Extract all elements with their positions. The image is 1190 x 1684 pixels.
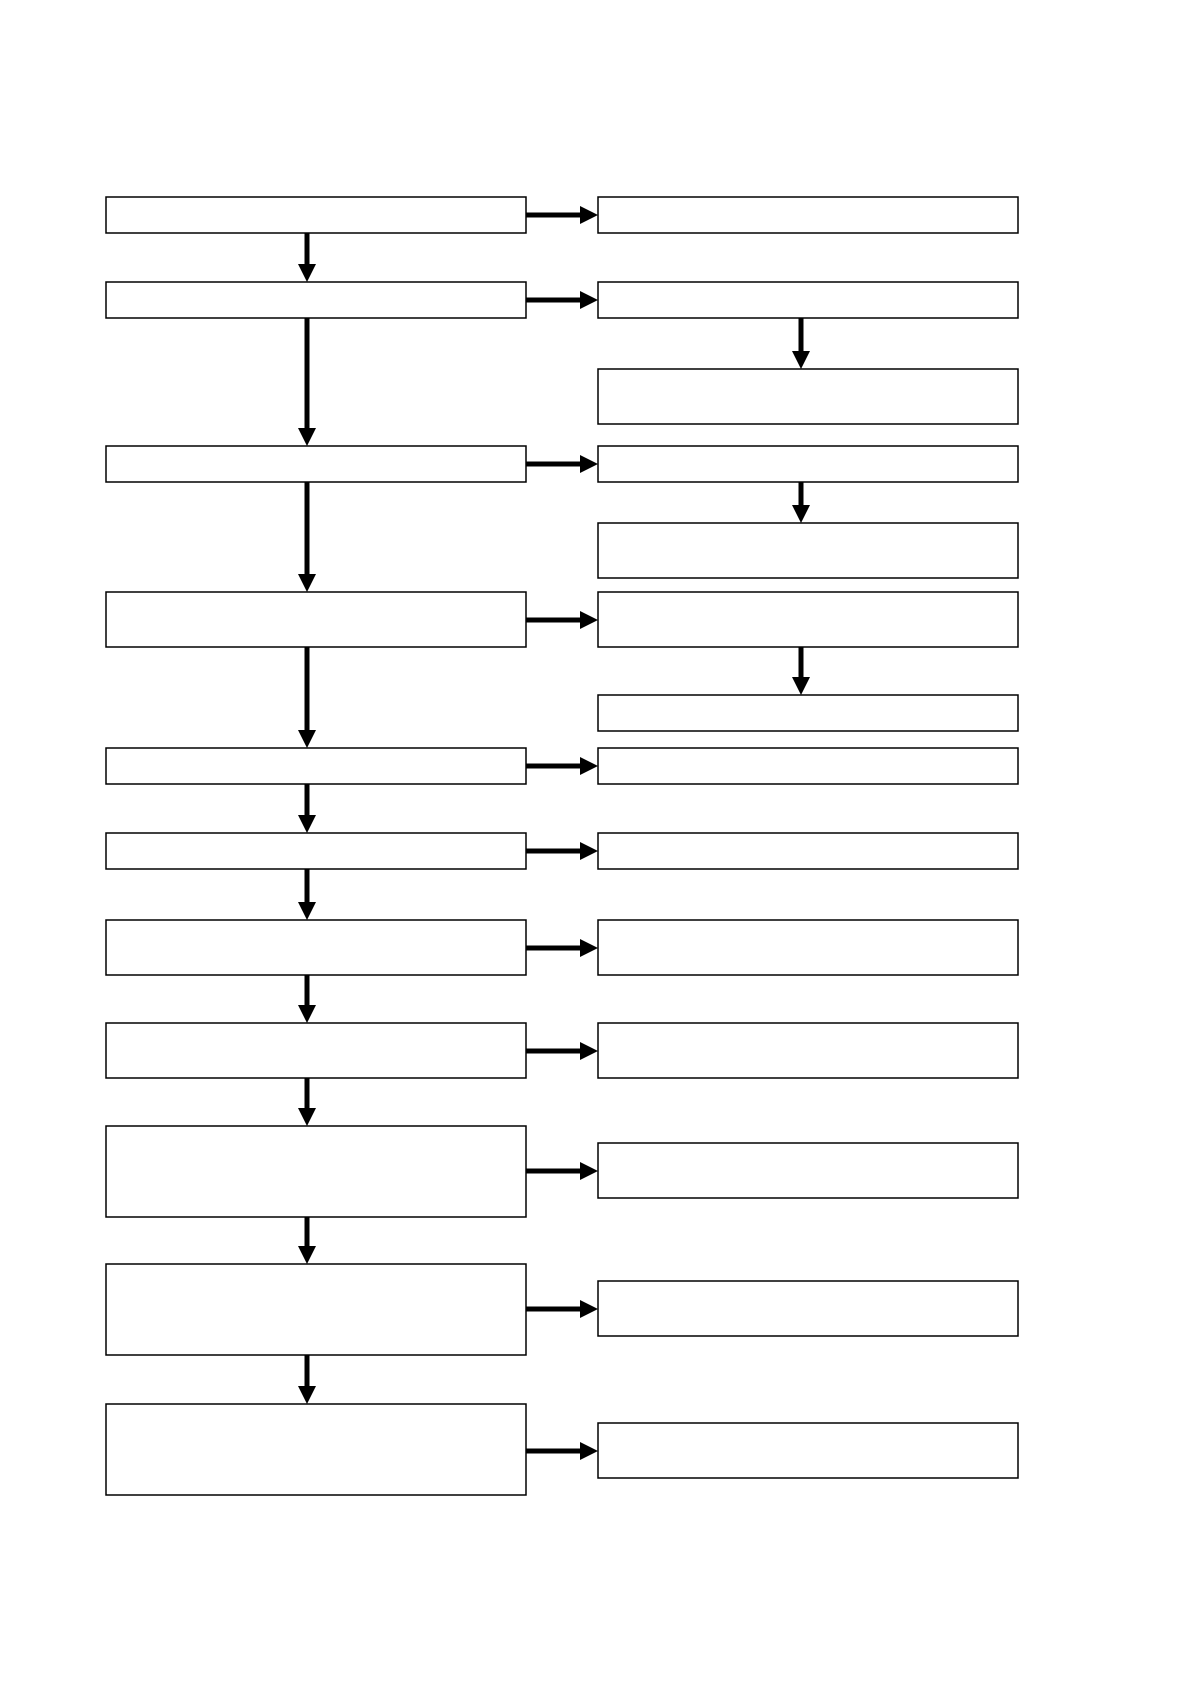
arrowhead: [298, 264, 316, 282]
arrowhead: [580, 1300, 598, 1318]
flow-box-rect: [106, 446, 526, 482]
arrow-r3-to-r3b: [792, 482, 810, 523]
arrowhead: [580, 1042, 598, 1060]
arrow-l3-to-l4: [298, 482, 316, 592]
flow-box-r6: [598, 833, 1018, 869]
flow-box-rect: [598, 748, 1018, 784]
flow-box-rect: [106, 1404, 526, 1495]
arrow-l9-to-l10: [298, 1217, 316, 1264]
flow-box-l1: [106, 197, 526, 233]
arrowhead: [792, 505, 810, 523]
flow-box-r3b: [598, 523, 1018, 578]
arrowhead: [298, 574, 316, 592]
arrowhead: [298, 902, 316, 920]
arrowhead: [298, 1246, 316, 1264]
arrowhead: [792, 677, 810, 695]
flow-box-l10: [106, 1264, 526, 1355]
flow-box-rect: [106, 197, 526, 233]
arrowhead: [298, 1108, 316, 1126]
flow-box-rect: [106, 1023, 526, 1078]
arrow-l3-to-r3: [526, 455, 598, 473]
flow-box-rect: [106, 1264, 526, 1355]
arrow-r4-to-r4b: [792, 647, 810, 695]
flow-box-rect: [106, 833, 526, 869]
arrow-l4-to-r4: [526, 611, 598, 629]
arrow-l6-to-r6: [526, 842, 598, 860]
arrow-l10-to-l11: [298, 1355, 316, 1404]
flow-box-r5: [598, 748, 1018, 784]
arrowhead: [580, 611, 598, 629]
arrowhead: [580, 757, 598, 775]
flow-box-r3: [598, 446, 1018, 482]
flow-box-rect: [598, 1423, 1018, 1478]
flow-box-r4: [598, 592, 1018, 647]
arrowhead: [580, 206, 598, 224]
flow-box-l11: [106, 1404, 526, 1495]
flow-box-rect: [598, 920, 1018, 975]
flow-box-rect: [598, 197, 1018, 233]
flow-box-rect: [598, 282, 1018, 318]
arrowhead: [580, 842, 598, 860]
arrowhead: [580, 939, 598, 957]
flow-box-rect: [598, 1281, 1018, 1336]
flow-box-l6: [106, 833, 526, 869]
flow-box-rect: [598, 446, 1018, 482]
arrow-l6-to-l7: [298, 869, 316, 920]
arrow-l1-to-l2: [298, 233, 316, 282]
flow-box-l4: [106, 592, 526, 647]
flow-box-rect: [106, 748, 526, 784]
arrowhead: [298, 730, 316, 748]
flow-box-l8: [106, 1023, 526, 1078]
flow-box-rect: [106, 282, 526, 318]
arrow-l10-to-r10: [526, 1300, 598, 1318]
arrow-l2-to-l3: [298, 318, 316, 446]
arrowhead: [580, 291, 598, 309]
flow-box-r4b: [598, 695, 1018, 731]
arrow-l5-to-r5: [526, 757, 598, 775]
arrowhead: [298, 428, 316, 446]
flow-box-r9: [598, 1143, 1018, 1198]
arrow-r2-to-r2b: [792, 318, 810, 369]
arrow-l2-to-r2: [526, 291, 598, 309]
flow-box-rect: [598, 592, 1018, 647]
flow-box-r2: [598, 282, 1018, 318]
flow-box-l3: [106, 446, 526, 482]
flow-box-l2: [106, 282, 526, 318]
arrowhead: [580, 455, 598, 473]
flow-box-l9: [106, 1126, 526, 1217]
flow-box-rect: [106, 920, 526, 975]
arrow-l9-to-r9: [526, 1162, 598, 1180]
arrow-l5-to-l6: [298, 784, 316, 833]
arrow-l1-to-r1: [526, 206, 598, 224]
flow-box-rect: [598, 1023, 1018, 1078]
flow-box-rect: [106, 1126, 526, 1217]
arrow-l11-to-r11: [526, 1442, 598, 1460]
arrow-l8-to-r8: [526, 1042, 598, 1060]
arrow-l4-to-l5: [298, 647, 316, 748]
flow-box-rect: [598, 833, 1018, 869]
arrow-l8-to-l9: [298, 1078, 316, 1126]
arrow-l7-to-r7: [526, 939, 598, 957]
flow-box-r8: [598, 1023, 1018, 1078]
flow-box-r10: [598, 1281, 1018, 1336]
arrowhead: [298, 1005, 316, 1023]
arrowhead: [792, 351, 810, 369]
flow-box-rect: [598, 695, 1018, 731]
flow-box-r7: [598, 920, 1018, 975]
flow-box-rect: [598, 523, 1018, 578]
flow-box-rect: [106, 592, 526, 647]
flowchart-boxes: [106, 197, 1018, 1495]
arrowhead: [580, 1162, 598, 1180]
arrowhead: [580, 1442, 598, 1460]
flow-box-rect: [598, 1143, 1018, 1198]
flow-box-r11: [598, 1423, 1018, 1478]
arrowhead: [298, 815, 316, 833]
flow-box-r1: [598, 197, 1018, 233]
arrow-l7-to-l8: [298, 975, 316, 1023]
arrowhead: [298, 1386, 316, 1404]
flow-box-l7: [106, 920, 526, 975]
flow-box-r2b: [598, 369, 1018, 424]
flow-box-l5: [106, 748, 526, 784]
flow-box-rect: [598, 369, 1018, 424]
